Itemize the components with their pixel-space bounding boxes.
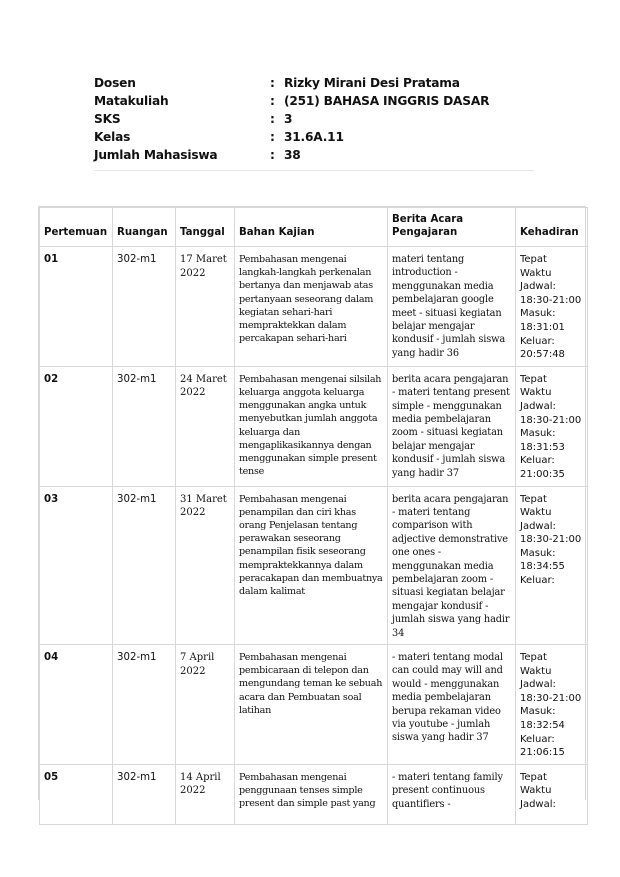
- table-header-row: [40, 208, 588, 247]
- info-value-dosen: Rizky Mirani Desi Pratama: [284, 76, 460, 90]
- cell-bahan-kajian: Pembahasan mengenai silsilah keluarga anggota keluarga menggunakan angka untuk menyebutkan jumlah anggota keluarga dan mengaplikasikannya dengan menggunakan simple present tense: [235, 366, 388, 486]
- cell-tanggal: 14 April 2022: [176, 764, 235, 824]
- kehadiran-line: Waktu: [520, 785, 552, 797]
- kehadiran-line: Keluar:: [520, 335, 555, 347]
- header-tanggal: Tanggal: [176, 208, 235, 247]
- cell-tanggal: 24 Maret 2022: [176, 366, 235, 486]
- kehadiran-line: Jadwal:: [520, 400, 556, 412]
- info-value-kelas: 31.6A.11: [284, 130, 344, 144]
- attendance-table-container: [38, 206, 586, 810]
- info-colon: :: [270, 94, 275, 108]
- cell-kehadiran: [516, 486, 588, 644]
- cell-kehadiran: [516, 644, 588, 764]
- cell-pertemuan: 05: [40, 764, 113, 824]
- info-label: Matakuliah: [94, 94, 169, 108]
- info-label: Jumlah Mahasiswa: [94, 148, 218, 162]
- cell-ruangan: 302-m1: [113, 644, 176, 764]
- kehadiran-line: Masuk:: [520, 706, 556, 718]
- info-colon: :: [270, 130, 275, 144]
- info-label: Dosen: [94, 76, 136, 90]
- kehadiran-line: Tepat: [520, 651, 547, 663]
- cell-berita-acara: materi tentang introduction - menggunakan media pembelajaran google meet - situasi kegiatan belajar mengajar kondusif - jumlah siswa yang hadir 36: [388, 247, 516, 367]
- cell-pertemuan: 04: [40, 644, 113, 764]
- info-value-sks: 3: [284, 112, 293, 126]
- cell-bahan-kajian: Pembahasan mengenai penampilan dan ciri khas orang Penjelasan tentang perawakan seseorang penampilan fisik seseorang mempraktekkannya dalam peracakapan dan membuatnya dalam kalimat: [235, 486, 388, 644]
- kehadiran-line: 21:06:15: [520, 747, 565, 759]
- cell-berita-acara: berita acara pengajaran - materi tentang present simple - menggunakan media pembelajaran zoom - situasi kegiatan belajar mengajar kondusif - jumlah siswa yang hadir 37: [388, 366, 516, 486]
- cell-ruangan: 302-m1: [113, 764, 176, 824]
- info-value-jumlah-mahasiswa: 38: [284, 148, 301, 162]
- info-value-matakuliah: (251) BAHASA INGGRIS DASAR: [284, 94, 490, 108]
- kehadiran-line: Waktu: [520, 507, 552, 519]
- info-label: SKS: [94, 112, 121, 126]
- kehadiran-line: Waktu: [520, 387, 552, 399]
- cell-ruangan: 302-m1: [113, 486, 176, 644]
- info-row-sks: [94, 110, 534, 128]
- cell-tanggal: 31 Maret 2022: [176, 486, 235, 644]
- cell-pertemuan: 02: [40, 366, 113, 486]
- cell-tanggal: 17 Maret 2022: [176, 247, 235, 367]
- cell-pertemuan: 01: [40, 247, 113, 367]
- table-row: [40, 366, 588, 486]
- info-colon: :: [270, 76, 275, 90]
- kehadiran-line: Jadwal:: [520, 520, 556, 532]
- table-row: [40, 486, 588, 644]
- kehadiran-line: 18:30-21:00: [520, 414, 582, 426]
- kehadiran-line: 18:34:55: [520, 561, 565, 573]
- course-info: [94, 74, 534, 164]
- header-bahan-kajian: Bahan Kajian: [235, 208, 388, 247]
- table-row: [40, 644, 588, 764]
- table-row: [40, 247, 588, 367]
- header-ruangan: Ruangan: [113, 208, 176, 247]
- info-label: Kelas: [94, 130, 131, 144]
- cell-kehadiran: [516, 366, 588, 486]
- kehadiran-line: Keluar:: [520, 733, 555, 745]
- cell-bahan-kajian: Pembahasan mengenai langkah-langkah perkenalan bertanya dan menjawab atas pertanyaan seseorang dalam kegiatan sehari-hari mempraktekkan dalam percakapan sehari-hari: [235, 247, 388, 367]
- cell-kehadiran: [516, 764, 588, 824]
- info-row-matakuliah: [94, 92, 534, 110]
- kehadiran-line: 18:30-21:00: [520, 294, 582, 306]
- info-row-dosen: [94, 74, 534, 92]
- kehadiran-line: 18:32:54: [520, 719, 565, 731]
- kehadiran-line: Masuk:: [520, 428, 556, 440]
- kehadiran-line: Jadwal:: [520, 679, 556, 691]
- info-colon: :: [270, 148, 275, 162]
- kehadiran-line: Masuk:: [520, 308, 556, 320]
- kehadiran-line: Keluar:: [520, 575, 555, 587]
- kehadiran-line: 18:30-21:00: [520, 534, 582, 546]
- kehadiran-line: 18:31:53: [520, 441, 565, 453]
- kehadiran-line: Tepat: [520, 254, 547, 265]
- kehadiran-line: Waktu: [520, 665, 552, 677]
- kehadiran-line: Tepat: [520, 771, 547, 783]
- kehadiran-line: Waktu: [520, 267, 552, 279]
- cell-pertemuan: 03: [40, 486, 113, 644]
- info-colon: :: [270, 112, 275, 126]
- kehadiran-line: 18:31:01: [520, 321, 565, 333]
- kehadiran-line: Jadwal:: [520, 798, 556, 810]
- cell-bahan-kajian: Pembahasan mengenai penggunaan tenses simple present dan simple past yang: [235, 764, 388, 824]
- kehadiran-line: Tepat: [520, 373, 547, 385]
- kehadiran-line: 21:00:35: [520, 468, 565, 480]
- header-berita-acara: Berita Acara Pengajaran: [388, 208, 516, 247]
- kehadiran-line: Keluar:: [520, 455, 555, 467]
- table-row: [40, 764, 588, 824]
- header-kehadiran: Kehadiran: [516, 208, 588, 247]
- cell-bahan-kajian: Pembahasan mengenai pembicaraan di telepon dan mengundang teman ke sebuah acara dan Pembuatan soal latihan: [235, 644, 388, 764]
- header-pertemuan: Pertemuan: [40, 208, 113, 247]
- info-row-jumlah-mahasiswa: [94, 146, 534, 164]
- attendance-table: [39, 207, 588, 825]
- divider: [94, 170, 534, 171]
- cell-ruangan: 302-m1: [113, 366, 176, 486]
- cell-kehadiran: [516, 247, 588, 367]
- info-row-kelas: [94, 128, 534, 146]
- kehadiran-line: 20:57:48: [520, 349, 565, 361]
- kehadiran-line: Masuk:: [520, 547, 556, 559]
- kehadiran-line: 18:30-21:00: [520, 692, 582, 704]
- kehadiran-line: Tepat: [520, 493, 547, 505]
- cell-berita-acara: - materi tentang family present continuous quantifiers -: [388, 764, 516, 824]
- cell-ruangan: 302-m1: [113, 247, 176, 367]
- cell-berita-acara: - materi tentang modal can could may will and would - menggunakan media pembelajaran berupa rekaman video via youtube - jumlah siswa yang hadir 37: [388, 644, 516, 764]
- cell-berita-acara: berita acara pengajaran - materi tentang comparison with adjective demonstrative one ones - menggunakan media pembelajaran zoom - situasi kegiatan belajar mengajar kondusif - jumlah siswa yang hadir 34: [388, 486, 516, 644]
- cell-tanggal: 7 April 2022: [176, 644, 235, 764]
- kehadiran-line: Jadwal:: [520, 281, 556, 293]
